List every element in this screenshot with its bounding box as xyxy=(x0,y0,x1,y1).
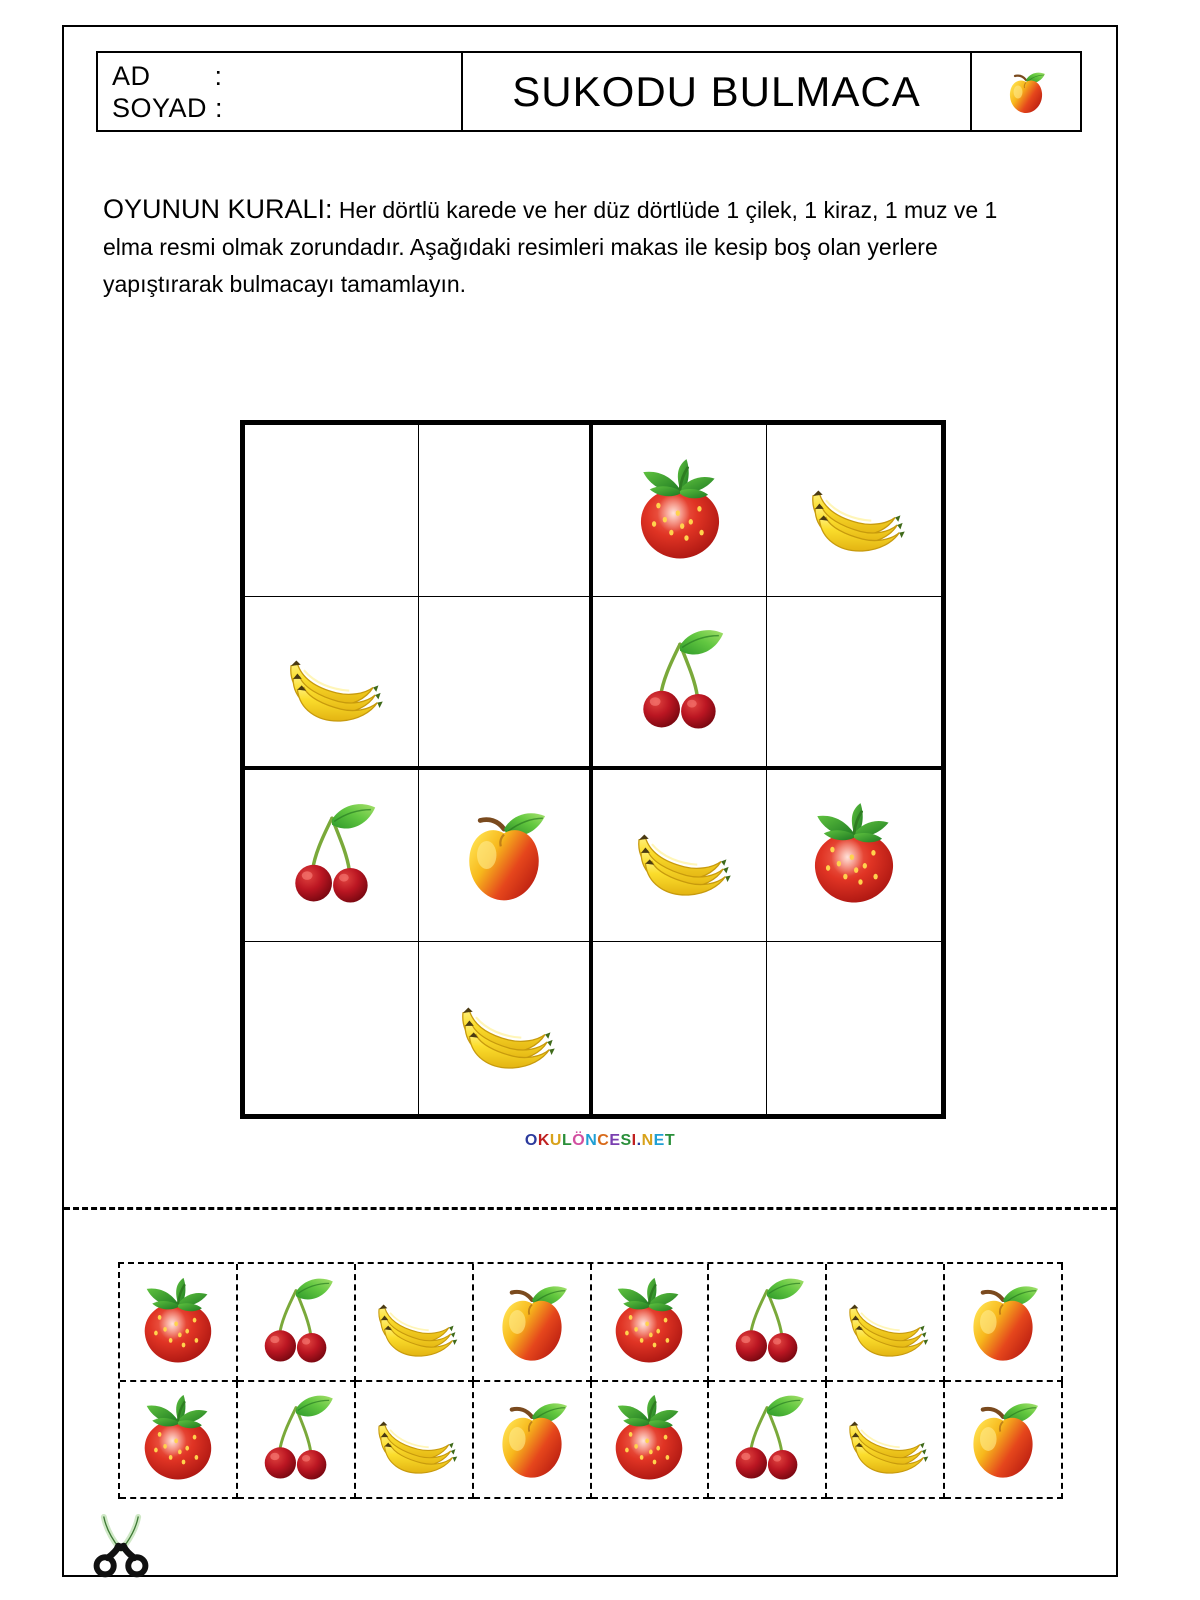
sudoku-cell-r3c1[interactable] xyxy=(245,770,419,942)
instructions-paragraph xyxy=(103,191,1038,303)
watermark-letter: U xyxy=(549,1132,562,1149)
sudoku-cell-r2c2[interactable] xyxy=(419,597,593,769)
cutout-piece-r2c6[interactable] xyxy=(709,1382,827,1500)
name-label: AD : xyxy=(112,60,223,91)
banana-icon xyxy=(368,1393,460,1485)
cut-line-divider xyxy=(64,1207,1116,1210)
surname-label: SOYAD : xyxy=(112,92,224,123)
cutout-pieces-grid xyxy=(118,1262,1063,1499)
apple-icon xyxy=(957,1393,1049,1485)
apple-icon xyxy=(486,1393,578,1485)
apple-icon xyxy=(1001,63,1051,121)
cutout-piece-r2c3[interactable] xyxy=(356,1382,474,1500)
sudoku-cell-r4c2[interactable] xyxy=(419,942,593,1114)
banana-icon xyxy=(839,1276,931,1368)
worksheet-header xyxy=(96,51,1082,132)
scissors-icon xyxy=(88,1508,154,1584)
instructions-label: OYUNUN KURALI: xyxy=(103,194,333,224)
instructions-text: Her dörtlü karede ve her düz dörtlüde 1 çilek, 1 kiraz, 1 muz ve 1 elma resmi olmak zorundadır. Aşağıdaki resimleri makas ile kesip boş olan yerlere yapıştırarak bulmacayı tamamlayın. xyxy=(103,197,998,297)
cherry-icon xyxy=(626,627,734,735)
cutout-piece-r2c7[interactable] xyxy=(827,1382,945,1500)
cutout-piece-r1c7[interactable] xyxy=(827,1264,945,1382)
sudoku-cell-r1c3[interactable] xyxy=(593,425,767,597)
sudoku-cell-r1c1[interactable] xyxy=(245,425,419,597)
cutout-piece-r2c8[interactable] xyxy=(945,1382,1063,1500)
sudoku-cell-r2c1[interactable] xyxy=(245,597,419,769)
banana-icon xyxy=(450,974,558,1082)
cutout-piece-r2c1[interactable] xyxy=(120,1382,238,1500)
watermark-letter: Ö xyxy=(572,1132,586,1149)
cutout-piece-r2c4[interactable] xyxy=(474,1382,592,1500)
strawberry-icon xyxy=(603,1276,695,1368)
cherry-icon xyxy=(250,1276,342,1368)
banana-icon xyxy=(278,627,386,735)
strawberry-icon xyxy=(132,1276,224,1368)
banana-icon xyxy=(839,1393,931,1485)
watermark-letter: S xyxy=(620,1132,632,1149)
page-title: SUKODU BULMACA xyxy=(512,67,921,115)
apple-icon xyxy=(957,1276,1049,1368)
sudoku-cell-r2c3[interactable] xyxy=(593,597,767,769)
sudoku-cell-r4c4[interactable] xyxy=(767,942,941,1114)
watermark-letter: . xyxy=(636,1132,642,1149)
strawberry-icon xyxy=(800,801,908,909)
strawberry-icon xyxy=(626,457,734,565)
watermark-letter: O xyxy=(524,1132,538,1149)
watermark-letter: L xyxy=(561,1132,573,1149)
watermark-letter: E xyxy=(653,1132,665,1149)
watermark-letter: N xyxy=(585,1132,598,1149)
student-name-box[interactable] xyxy=(96,51,463,132)
cherry-icon xyxy=(721,1276,813,1368)
sudoku-cell-r3c2[interactable] xyxy=(419,770,593,942)
apple-icon xyxy=(486,1276,578,1368)
banana-icon xyxy=(800,457,908,565)
strawberry-icon xyxy=(132,1393,224,1485)
cherry-icon xyxy=(278,801,386,909)
cutout-piece-r2c2[interactable] xyxy=(238,1382,356,1500)
strawberry-icon xyxy=(603,1393,695,1485)
watermark-letter: K xyxy=(537,1132,550,1149)
cherry-icon xyxy=(250,1393,342,1485)
cutout-piece-r2c5[interactable] xyxy=(592,1382,710,1500)
sudoku-cell-r4c3[interactable] xyxy=(593,942,767,1114)
sudoku-cell-r3c4[interactable] xyxy=(767,770,941,942)
watermark-letter: C xyxy=(597,1132,610,1149)
cutout-piece-r1c6[interactable] xyxy=(709,1264,827,1382)
sudoku-grid xyxy=(240,420,946,1119)
banana-icon xyxy=(626,801,734,909)
worksheet-title-box xyxy=(463,51,972,132)
cutout-piece-r1c4[interactable] xyxy=(474,1264,592,1382)
watermark-letter: E xyxy=(609,1132,621,1149)
watermark-letter: I xyxy=(631,1132,637,1149)
banana-icon xyxy=(368,1276,460,1368)
cutout-piece-r1c2[interactable] xyxy=(238,1264,356,1382)
cutout-piece-r1c3[interactable] xyxy=(356,1264,474,1382)
watermark-letter: N xyxy=(641,1132,654,1149)
site-watermark xyxy=(0,1132,1200,1150)
sudoku-cell-r1c2[interactable] xyxy=(419,425,593,597)
sudoku-cell-r1c4[interactable] xyxy=(767,425,941,597)
cherry-icon xyxy=(721,1393,813,1485)
sudoku-cell-r2c4[interactable] xyxy=(767,597,941,769)
cutout-piece-r1c1[interactable] xyxy=(120,1264,238,1382)
cutout-piece-r1c8[interactable] xyxy=(945,1264,1063,1382)
watermark-letter: T xyxy=(664,1132,676,1149)
sudoku-cell-r3c3[interactable] xyxy=(593,770,767,942)
logo-box xyxy=(972,51,1082,132)
sudoku-cell-r4c1[interactable] xyxy=(245,942,419,1114)
cutout-piece-r1c5[interactable] xyxy=(592,1264,710,1382)
apple-icon xyxy=(450,801,558,909)
